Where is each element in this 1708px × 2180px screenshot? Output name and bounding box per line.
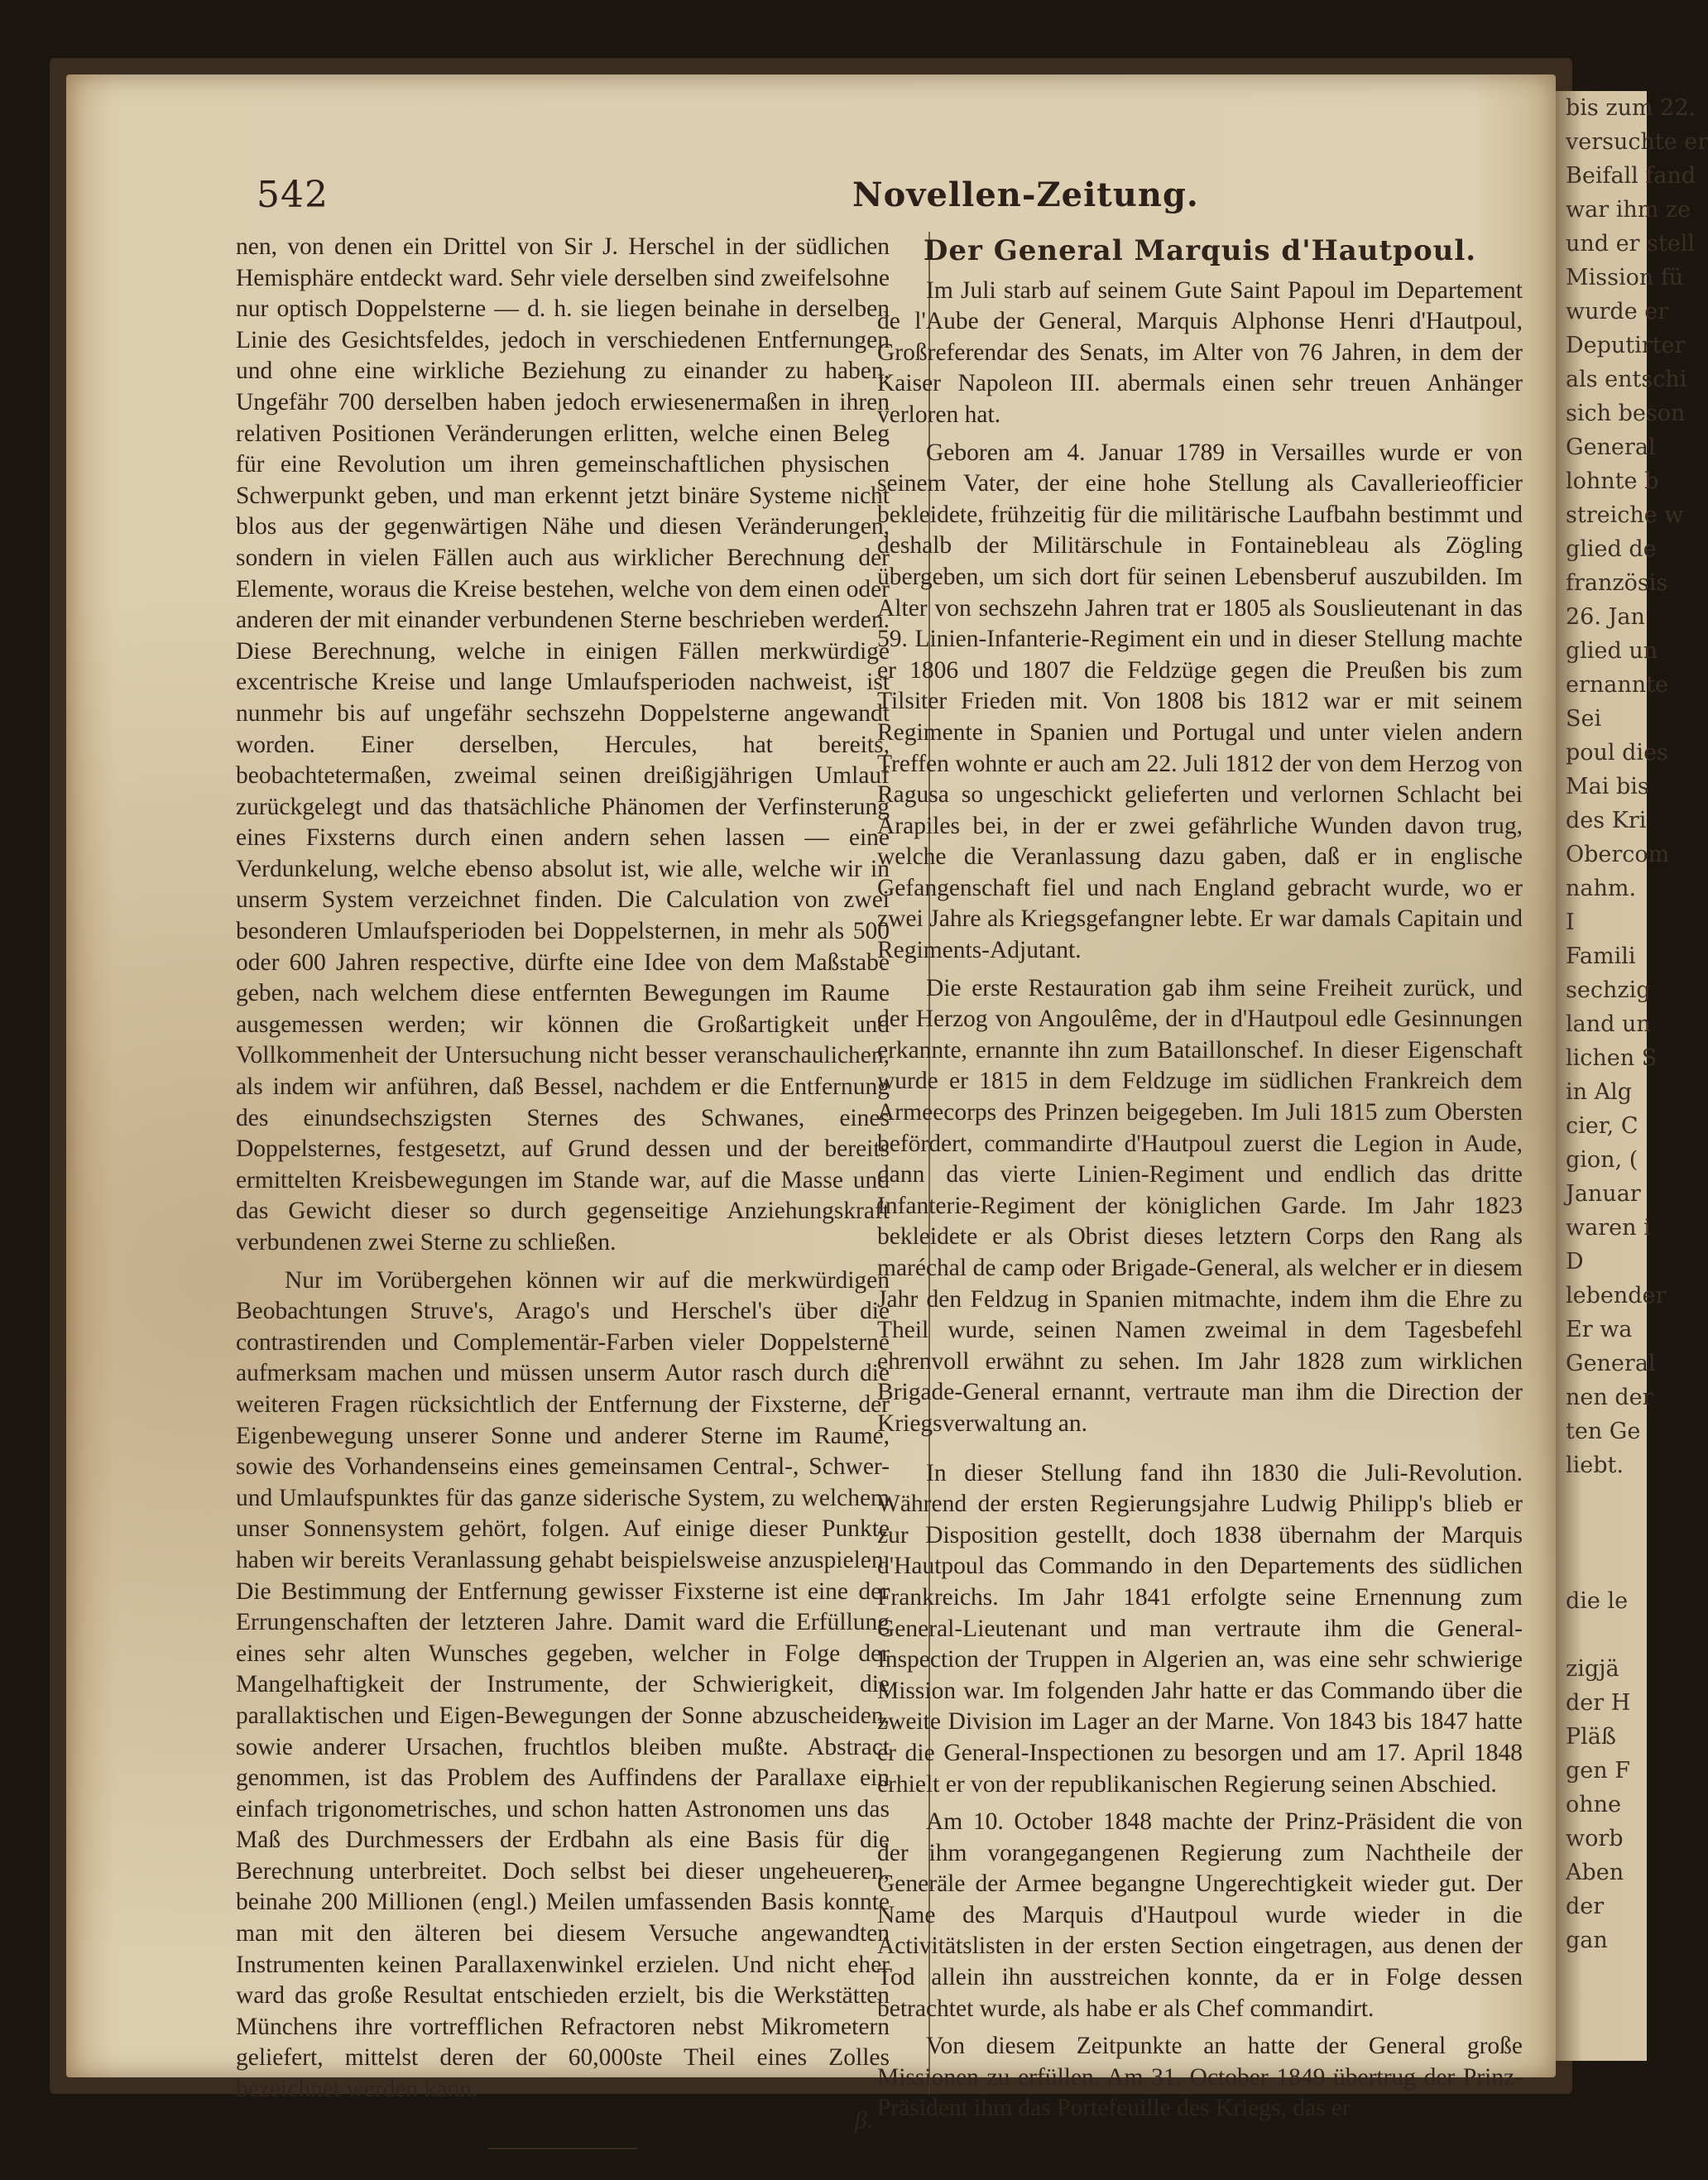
adjacent-page-line: Aben	[1566, 1860, 1624, 1885]
article-title: Der General Marquis d'Hautpoul.	[923, 234, 1477, 267]
adjacent-page-line: war ihm ze	[1566, 197, 1691, 223]
adjacent-page-line: worb	[1566, 1826, 1624, 1851]
adjacent-page-line: ten Ge	[1566, 1419, 1641, 1444]
adjacent-page-line: versuchte er	[1566, 129, 1708, 155]
adjacent-page-line: in Alg	[1566, 1079, 1633, 1105]
adjacent-page-line: General	[1566, 435, 1656, 460]
right-column	[877, 236, 1523, 2125]
adjacent-page-line: Sei	[1566, 706, 1602, 732]
adjacent-page-line	[1556, 1482, 1647, 1516]
adjacent-page-line: bis zum 22.	[1566, 95, 1696, 121]
adjacent-page-line: glied de	[1566, 536, 1657, 562]
adjacent-page-line	[1556, 1550, 1647, 1584]
adjacent-page-line: wurde er	[1566, 299, 1669, 324]
adjacent-page-line: Januar	[1566, 1181, 1641, 1207]
left-column	[236, 232, 890, 2149]
adjacent-page-line: waren i	[1566, 1215, 1651, 1241]
right-paragraph-6: Von diesem Zeitpunkte an hatte der General große Missionen zu erfüllen. Am 31. October 1849 übertrug der Prinz-Präsident ihm das Portefeuille des Kriegs, das er	[877, 2033, 1523, 2122]
adjacent-page-line: und er stell	[1566, 231, 1696, 257]
adjacent-page-line: der	[1566, 1894, 1605, 1919]
adjacent-page-line: lichen S	[1566, 1045, 1658, 1071]
adjacent-page-text	[1556, 91, 1708, 1957]
adjacent-page-line	[1556, 1618, 1647, 1652]
adjacent-page-line: streiche w	[1566, 502, 1684, 528]
adjacent-page-line: sechzig	[1566, 977, 1651, 1003]
adjacent-page-line: Mai bis	[1566, 774, 1649, 799]
right-paragraph-3: Die erste Restauration gab ihm seine Freiheit zurück, und der Herzog von Angoulême, der in d'Hautpoul edle Gesinnungen erkannte, ernannte ihn zum Bataillonschef. In dieser Eigenschaft wurde er 1815 in dem Feldzuge im südlichen Frankreich dem Armeecorps des Prinzen beigegeben. Im Juli 1815 zum Obersten befördert, commandirte d'Hautpoul zuerst die Legion in Aude, dann das vierte Linien-Regiment und endlich das dritte Infanterie-Regiment der königlichen Garde. Im Jahr 1823 bekleidete er als Obrist dieses letztern Corps den Rang als maréchal de camp oder Brigade-General, als welcher er in diesem Jahr den Feldzug in Spanien mitmachte, indem ihm die Ehre zu Theil wurde, seinen Namen zweimal in dem Tagesbefehl ehrenvoll erwähnt zu sehen. Im Jahr 1828 zum wirklichen Brigade-General ernannt, vertraute man ihm die Direction der Kriegsverwaltung an.	[877, 974, 1523, 1437]
adjacent-page-line: Beifall fand	[1566, 163, 1696, 189]
right-paragraph-5: Am 10. October 1848 machte der Prinz-Präsident die von der ihm vorangegangenen Regierung zum Nachtheile der Generäle der Armee begangne Ungerechtigkeit wieder gut. Der Name des Marquis d'Hautpoul wurde wieder in die Activitätslisten in der ersten Section eingetragen, aus denen der Tod allein ihn ausstreichen konnte, da er in Folge dessen betrachtet wurde, als habe er als Chef commandirt.	[877, 1808, 1523, 2022]
adjacent-page-line: Famili	[1566, 944, 1636, 969]
adjacent-page-line: land un	[1566, 1011, 1651, 1037]
adjacent-page-line: D	[1566, 1249, 1584, 1275]
adjacent-page-line: Deputirter	[1566, 333, 1686, 358]
running-title: Novellen-Zeitung.	[852, 175, 1199, 214]
adjacent-page-line: als entschi	[1566, 367, 1687, 392]
adjacent-page-line: Pläß	[1566, 1724, 1616, 1750]
right-paragraph-1: Im Juli starb auf seinem Gute Saint Papoul im Departement de l'Aube der General, Marquis Alphonse Henri d'Hautpoul, Großreferendar des Senats, im Alter von 76 Jahren, in dem der Kaiser Napoleon III. abermals einen sehr treuen Anhänger verloren hat.	[877, 276, 1523, 428]
adjacent-page-line: 26. Jan	[1566, 604, 1645, 630]
adjacent-page-line: sich beson	[1566, 401, 1686, 426]
adjacent-page-line: Er wa	[1566, 1317, 1633, 1342]
adjacent-page-line: nen der	[1566, 1385, 1653, 1410]
adjacent-page-line: nahm.	[1566, 876, 1637, 901]
page-number: 542	[257, 174, 329, 216]
adjacent-page-line: liebt.	[1566, 1453, 1624, 1478]
adjacent-page-line: ernannte	[1566, 672, 1668, 698]
adjacent-page-line: französis	[1566, 570, 1668, 596]
adjacent-page-line: ohne	[1566, 1792, 1622, 1817]
adjacent-page-line: glied un	[1566, 638, 1658, 664]
adjacent-page-line: cier, C	[1566, 1113, 1638, 1139]
left-paragraph-2: Nur im Vorübergehen können wir auf die merkwürdigen Beobachtungen Struve's, Arago's und Herschel's über die contrastirenden und Complementär-Farben vieler Doppelsterne aufmerksam machen und müssen unserm Autor rasch durch die weiteren Fragen rücksichtlich der Entfernung der Fixsterne, der Eigenbewegung unserer Sonne und anderer Sterne im Raume, sowie des Vorhandenseins eines gemeinsamen Central-, Schwer- und Umlaufspunktes für das ganze siderische System, zu welchem unser Sonnensystem gehört, folgen. Auf einige dieser Punkte haben wir bereits Veranlassung gehabt beispielsweise anzuspielen. Die Bestimmung der Entfernung gewisser Fixsterne ist eine der Errungenschaften der letzteren Jahre. Damit ward die Erfüllung eines sehr alten Wunsches gegeben, welcher in Folge der Mangelhaftigkeit der Instrumente, der Schwierigkeit, die parallaktischen und Eigen-Bewegungen der Sonne abzuscheiden, sowie anderer Ursachen, fruchtlos bleiben mußte. Abstract genommen, ist das Problem des Auffindens der Parallaxe ein einfach trigonometrisches, und schon hatten Astronomen uns das Maß des Durchmessers der Erdbahn als eine Basis für die Berechnung unterbreitet. Doch selbst bei dieser ungeheueren, beinahe 200 Millionen (engl.) Meilen umfassenden Basis konnte man mit den älteren bei diesem Versuche angewandten Instrumenten keinen Parallaxenwinkel erzielen. Und nicht eher ward das große Resultat entschieden erzielt, bis die Werkstätten Münchens ihre vortrefflichen Refractoren nebst Mikrometern geliefert, mittelst deren der 60,000ste Theil eines Zolles bezeichnet werden kann.	[236, 1266, 890, 2103]
adjacent-page-line: gan	[1566, 1928, 1608, 1953]
adjacent-page-line: Mission fü	[1566, 265, 1684, 291]
right-paragraph-4: In dieser Stellung fand ihn 1830 die Juli-Revolution. Während der ersten Regierungsjahre Ludwig Philipp's blieb er zur Disposition gestellt, doch 1838 übernahm der Marquis d'Hautpoul das Commando in den Departements des südlichen Frankreichs. Im Jahr 1841 erfolgte seine Ernennung zum General-Lieutenant und man vertraute ihm die General-Inspection der Truppen in Algerien an, was eine sehr schwierige Mission war. Im folgenden Jahr hatte er das Commando über die zweite Division im Lager an der Marne. Von 1843 bis 1847 hatte er die General-Inspectionen zu besorgen und am 17. April 1848 erhielt er von der republikanischen Regierung seinen Abschied.	[877, 1459, 1523, 1798]
adjacent-page-line: gen F	[1566, 1758, 1630, 1784]
adjacent-page-line: der H	[1566, 1690, 1631, 1716]
adjacent-page-line: gion, (	[1566, 1147, 1638, 1173]
page-header	[66, 174, 1556, 223]
adjacent-page-line: General	[1566, 1351, 1656, 1376]
page	[66, 74, 1556, 2134]
adjacent-page-line: I	[1566, 910, 1575, 935]
left-paragraph-1: nen, von denen ein Drittel von Sir J. Herschel in der südlichen Hemisphäre entdeckt ward. Sehr viele derselben sind zweifelsohne nur optisch Doppelsterne — d. h. sie liegen beinahe in derselben Linie des Gesichtsfeldes, jedoch in verschiedenen Entfernungen und ohne eine wirkliche Beziehung zu einander zu haben. Ungefähr 700 derselben haben jedoch erwiesenermaßen in ihren relativen Positionen Veränderungen erlitten, welche einen Beleg für eine Revolution um ihren gemeinschaftlichen physischen Schwerpunkt geben, und man erkennt jetzt binäre Systeme nicht blos aus der gegenwärtigen Nähe und diesen Veränderungen, sondern in vielen Fällen auch aus wirklicher Berechnung der Elemente, woraus die Kreise bestehen, welche von dem einen oder anderen der mit einander verbundenen Sterne beschrieben werden. Diese Berechnung, welche in einigen Fällen merkwürdige excentrische Kreise und lange Umlaufsperioden nachweist, ist nunmehr bis auf ungefähr sechszehn Doppelsterne angewandt worden. Einer derselben, Hercules, hat bereits, beobachtetermaßen, zweimal seinen dreißigjährigen Umlauf zurückgelegt und das thatsächliche Phänomen der Verfinsterung eines Fixsterns durch einen andern sehen lassen — eine Verdunkelung, welche ebenso absolut ist, wie alle, welche wir in unserm System verzeichnet finden. Die Calculation von zwei besonderen Umlaufsperioden bei Doppelsternen, in mehr als 500 oder 600 Jahren respective, dürfte eine Idee von dem Maßstabe geben, nach welchem diese entfernten Bewegungen im Raume ausgemessen werden; wir können die Großartigkeit und Vollkommenheit der Untersuchung nicht besser veranschaulichen, als indem wir anführen, daß Bessel, nachdem er die Entfernung des einundsechszigsten Sternes des Schwanes, eines Doppelsternes, festgesetzt, auf Grund dessen und der bereits ermittelten Kreisbewegungen im Stande war, auf die Masse und das Gewicht dieser so durch gegenseitige Anziehungskraft verbundenen zwei Sterne zu schließen.	[236, 233, 890, 1256]
right-paragraph-2: Geboren am 4. Januar 1789 in Versailles wurde er von seinem Vater, der eine hohe Stellung als Cavallerieofficier bekleidete, frühzeitig für die militärische Laufbahn bestimmt und deshalb der Militärschule in Fontainebleau als Zögling übergeben, um sich dort für seinen Lebensberuf auszubilden. Im Alter von sechszehn Jahren trat er 1805 als Souslieutenant in das 59. Linien-Infanterie-Regiment ein und in dieser Stellung machte er 1806 und 1807 die Feldzüge gegen die Preußen bis zum Tilsiter Frieden mit. Von 1808 bis 1812 war er mit seinem Regimente in Spanien und Portugal und unter vielen andern Treffen wohnte er auch am 22. Juli 1812 der von dem Herzog von Ragusa so ungeschickt gelieferten und verlornen Schlacht bei Arapiles bei, in der er zwei gefährliche Wunden davon trug, welche die Veranlassung dazu gaben, daß er in englische Gefangenschaft fiel und nach England gebracht wurde, wo er zwei Jahre als Kriegsgefangner lebte. Er war damals Capitain und Regiments-Adjutant.	[877, 439, 1523, 964]
adjacent-page-line: Obercom	[1566, 842, 1670, 867]
adjacent-page-line: die le	[1566, 1588, 1629, 1614]
author-signature: β.	[854, 2106, 873, 2134]
end-rule	[488, 2148, 637, 2149]
adjacent-page-line: lebender	[1566, 1283, 1667, 1308]
adjacent-page-edge	[1556, 91, 1708, 2061]
adjacent-page-line	[1556, 1516, 1647, 1550]
adjacent-page-line: des Kri	[1566, 808, 1647, 833]
adjacent-page-line: lohnte b	[1566, 468, 1659, 494]
adjacent-page-line: poul dies	[1566, 740, 1668, 766]
adjacent-page-line: zigjä	[1566, 1656, 1619, 1682]
